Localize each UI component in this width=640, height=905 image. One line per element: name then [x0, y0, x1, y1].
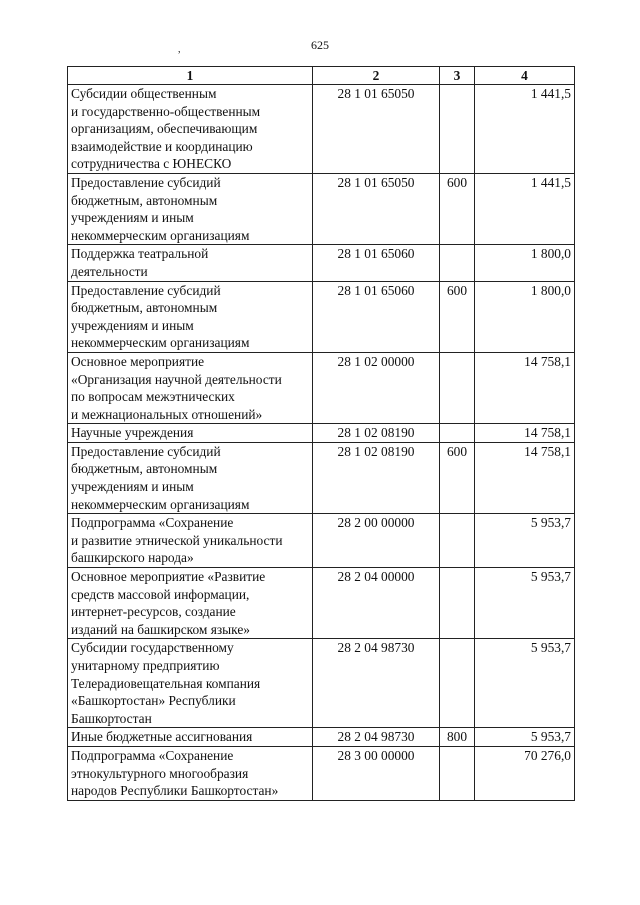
row-code: 28 1 01 65060: [313, 281, 440, 352]
column-header-3: 3: [440, 67, 475, 85]
row-type: 600: [440, 442, 475, 513]
row-code: 28 1 01 65050: [313, 85, 440, 174]
table-row: [68, 245, 575, 281]
row-amount: 70 276,0: [475, 746, 575, 800]
row-amount: 1 800,0: [475, 245, 575, 281]
table-row: [68, 568, 575, 639]
column-header-4: 4: [475, 67, 575, 85]
row-code: 28 2 04 98730: [313, 728, 440, 747]
row-type: 800: [440, 728, 475, 747]
row-name: Предоставление субсидий бюджетным, автономным учреждениям и иным некоммерческим организациям: [68, 442, 313, 513]
row-name: Поддержка театральной деятельности: [68, 245, 313, 281]
row-name: Иные бюджетные ассигнования: [68, 728, 313, 747]
row-code: 28 1 02 00000: [313, 352, 440, 423]
page-number: 625: [311, 38, 329, 52]
row-code: 28 3 00 00000: [313, 746, 440, 800]
table-row: [68, 424, 575, 443]
table-row: [68, 352, 575, 423]
margin-mark: ,: [178, 44, 181, 55]
row-amount: 14 758,1: [475, 442, 575, 513]
row-code: 28 2 04 00000: [313, 568, 440, 639]
row-name: Подпрограмма «Сохранение этнокультурного многообразия народов Республики Башкортостан»: [68, 746, 313, 800]
column-header-2: 2: [313, 67, 440, 85]
row-type: [440, 639, 475, 728]
row-name: Основное мероприятие «Организация научной деятельности по вопросам межэтнических и межнациональных отношений»: [68, 352, 313, 423]
row-type: [440, 568, 475, 639]
row-code: 28 1 01 65050: [313, 173, 440, 244]
row-amount: 5 953,7: [475, 728, 575, 747]
table-row: [68, 514, 575, 568]
table-row: [68, 442, 575, 513]
row-code: 28 1 02 08190: [313, 442, 440, 513]
row-type: [440, 245, 475, 281]
table-row: [68, 173, 575, 244]
row-amount: 5 953,7: [475, 639, 575, 728]
row-amount: 5 953,7: [475, 514, 575, 568]
row-amount: 5 953,7: [475, 568, 575, 639]
row-name: Предоставление субсидий бюджетным, автономным учреждениям и иным некоммерческим организациям: [68, 281, 313, 352]
row-type: [440, 514, 475, 568]
header-row: [68, 67, 575, 85]
table-row: [68, 281, 575, 352]
row-amount: 14 758,1: [475, 424, 575, 443]
row-type: [440, 424, 475, 443]
table-row: [68, 639, 575, 728]
row-type: [440, 85, 475, 174]
row-code: 28 2 04 98730: [313, 639, 440, 728]
row-type: 600: [440, 173, 475, 244]
row-type: 600: [440, 281, 475, 352]
row-amount: 14 758,1: [475, 352, 575, 423]
row-name: Субсидии государственному унитарному предприятию Телерадиовещательная компания «Башкортостан» Республики Башкортостан: [68, 639, 313, 728]
row-code: 28 1 01 65060: [313, 245, 440, 281]
table-row: [68, 728, 575, 747]
row-name: Основное мероприятие «Развитие средств массовой информации, интернет-ресурсов, создание изданий на башкирском языке»: [68, 568, 313, 639]
row-amount: 1 441,5: [475, 173, 575, 244]
row-name: Подпрограмма «Сохранение и развитие этнической уникальности башкирского народа»: [68, 514, 313, 568]
row-code: 28 2 00 00000: [313, 514, 440, 568]
row-amount: 1 800,0: [475, 281, 575, 352]
row-amount: 1 441,5: [475, 85, 575, 174]
row-type: [440, 746, 475, 800]
table-row: [68, 746, 575, 800]
row-code: 28 1 02 08190: [313, 424, 440, 443]
row-name: Научные учреждения: [68, 424, 313, 443]
table-row: [68, 85, 575, 174]
budget-table: [67, 66, 575, 801]
row-name: Субсидии общественным и государственно-общественным организациям, обеспечивающим взаимодействие и координацию сотрудничества с ЮНЕСКО: [68, 85, 313, 174]
column-header-1: 1: [68, 67, 313, 85]
row-name: Предоставление субсидий бюджетным, автономным учреждениям и иным некоммерческим организациям: [68, 173, 313, 244]
row-type: [440, 352, 475, 423]
